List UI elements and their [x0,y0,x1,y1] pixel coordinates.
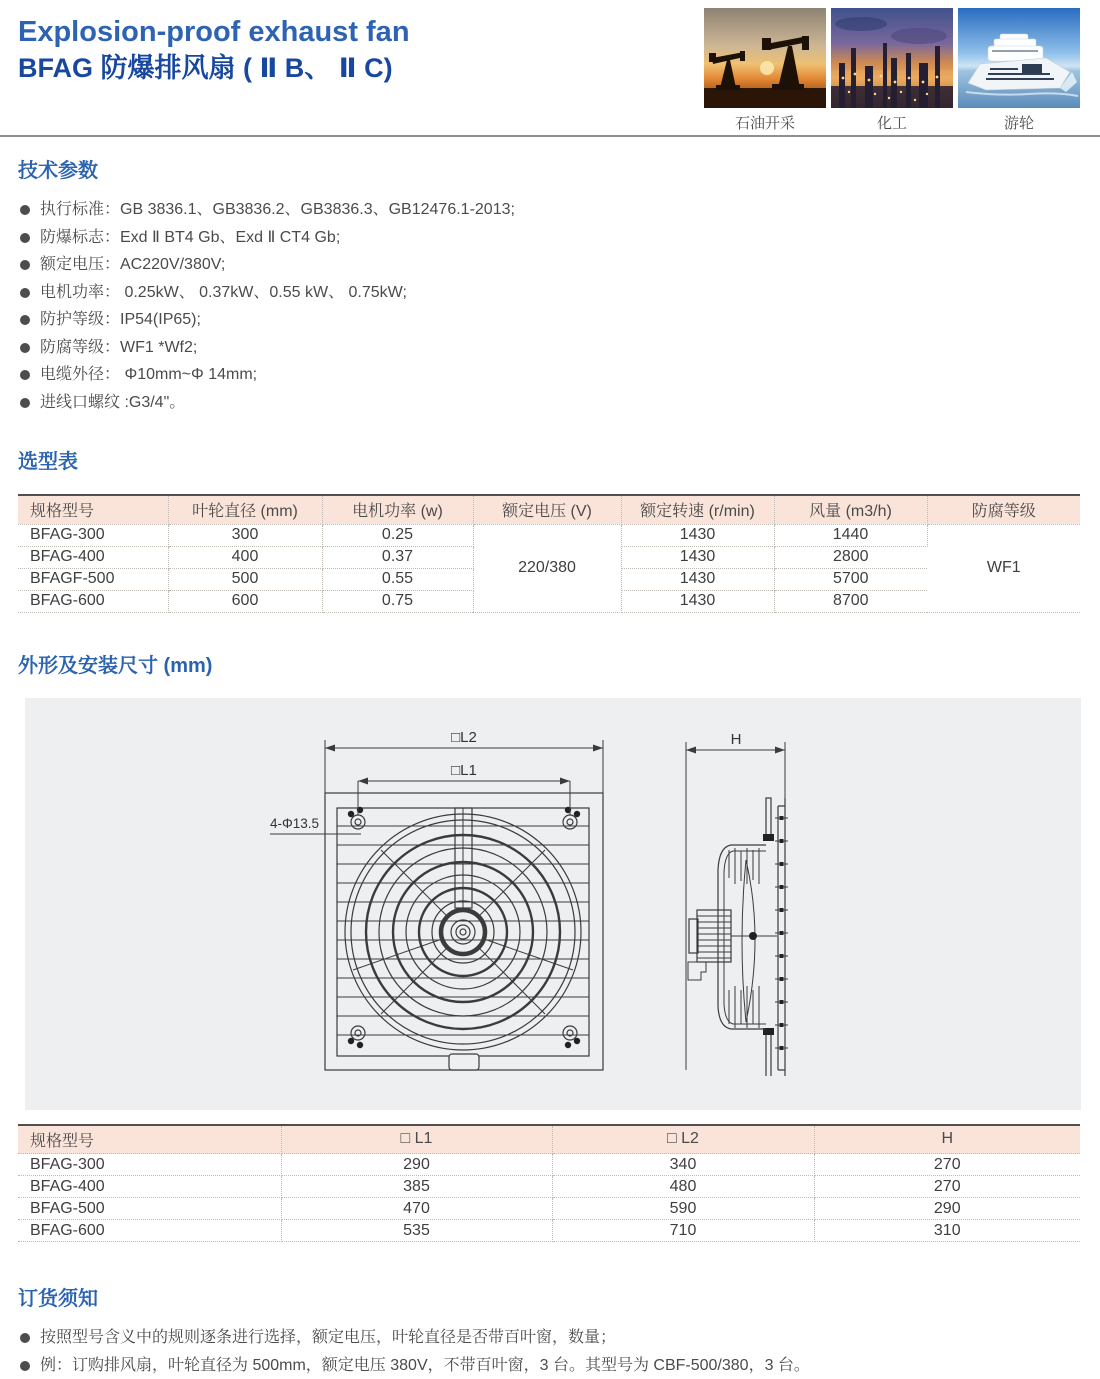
photo-chemical-industry [831,8,953,133]
page-header [0,0,1100,137]
front-view-drawing [270,740,603,1070]
tech-param-item [18,334,1082,362]
model-cell: BFAG-400 [18,1176,281,1198]
column-header: □ L1 [281,1125,552,1154]
dimension-table [18,1124,1080,1243]
l1-cell: 385 [281,1176,552,1198]
selection-table [18,494,1080,613]
model-cell: BFAG-300 [18,1154,281,1176]
bullet-icon [20,315,30,325]
selection-section [0,445,1100,613]
order-note-text: 例：订购排风扇，叶轮直径为 500mm，额定电压 380V，不带百叶窗，3 台。其型号为 CBF-500/380，3 台。 [40,1352,810,1379]
h-cell: 270 [814,1176,1080,1198]
diameter-cell: 500 [168,568,322,590]
column-header: 额定转速 (r/min) [621,495,774,524]
voltage-cell: 220/380 [473,524,621,612]
column-header: 规格型号 [18,495,168,524]
power-cell: 0.37 [322,546,473,568]
tech-param-text: 电机功率： 0.25kW、 0.37kW、0.55 kW、 0.75kW; [40,279,407,307]
column-header: 风量 (m3/h) [774,495,927,524]
airflow-cell: 5700 [774,568,927,590]
tech-param-text: 电缆外径： Φ10mm~Φ 14mm; [40,361,257,389]
tech-param-item [18,306,1082,334]
l2-cell: 480 [552,1176,814,1198]
h-cell: 270 [814,1154,1080,1176]
power-cell: 0.55 [322,568,473,590]
tech-param-item [18,196,1082,224]
airflow-cell: 1440 [774,524,927,546]
table-row [18,1220,1080,1242]
diameter-cell: 400 [168,546,322,568]
dim-label-l2: □L2 [451,729,477,746]
l2-cell: 710 [552,1220,814,1242]
tech-params-list [18,196,1082,416]
diameter-cell: 600 [168,590,322,612]
speed-cell: 1430 [621,568,774,590]
photo-label: 化工 [831,112,953,133]
bullet-icon [20,343,30,353]
table-header-row [18,495,1080,524]
table-row [18,1154,1080,1176]
speed-cell: 1430 [621,590,774,612]
dim-label-holes: 4-Φ13.5 [270,816,319,831]
column-header: □ L2 [552,1125,814,1154]
selection-heading: 选型表 [18,445,1082,474]
speed-cell: 1430 [621,546,774,568]
corrosion-cell: WF1 [927,524,1080,612]
dimension-drawing-panel [25,698,1081,1110]
side-view-drawing [686,742,788,1076]
tech-param-item [18,361,1082,389]
tech-param-text: 额定电压：AC220V/380V; [40,251,225,279]
model-cell: BFAG-400 [18,546,168,568]
tech-param-item [18,251,1082,279]
order-note-item [18,1324,1082,1352]
table-row [18,1176,1080,1198]
bullet-icon [20,205,30,215]
photo-oil-extraction [704,8,826,133]
h-cell: 290 [814,1198,1080,1220]
product-title-zh: BFAG 防爆排风扇 ( Ⅱ B、 Ⅱ C) [18,52,1100,84]
speed-cell: 1430 [621,524,774,546]
tech-param-item [18,389,1082,417]
column-header: 电机功率 (w) [322,495,473,524]
power-cell: 0.75 [322,590,473,612]
tech-param-item [18,279,1082,307]
tech-param-text: 防爆标志：Exd Ⅱ BT4 Gb、Exd Ⅱ CT4 Gb; [40,224,340,252]
column-header: 防腐等级 [927,495,1080,524]
bullet-icon [20,398,30,408]
model-cell: BFAGF-500 [18,568,168,590]
l1-cell: 290 [281,1154,552,1176]
technical-drawing [25,698,1081,1110]
column-header: 规格型号 [18,1125,281,1154]
dimension-table-section [0,1124,1100,1243]
dimensions-heading: 外形及安装尺寸 (mm) [18,649,1082,678]
bullet-icon [20,288,30,298]
bullet-icon [20,233,30,243]
h-cell: 310 [814,1220,1080,1242]
diameter-cell: 300 [168,524,322,546]
dim-label-l1: □L1 [451,762,477,779]
bullet-icon [20,370,30,380]
bullet-icon [20,260,30,270]
tech-param-item [18,224,1082,252]
tech-param-text: 进线口螺纹 :G3/4"。 [40,389,185,417]
order-note-item [18,1352,1082,1379]
application-photos [704,8,1080,133]
tech-param-text: 防腐等级：WF1 *Wf2; [40,334,197,362]
order-note-text: 按照型号含义中的规则逐条进行选择，额定电压，叶轮直径是否带百叶窗，数量； [40,1324,616,1352]
l1-cell: 470 [281,1198,552,1220]
tech-param-text: 执行标准：GB 3836.1、GB3836.2、GB3836.3、GB12476.1-2013; [40,196,515,224]
order-notes-list [18,1324,1082,1379]
model-cell: BFAG-300 [18,524,168,546]
airflow-cell: 8700 [774,590,927,612]
bullet-icon [20,1333,30,1343]
tech-params-section [0,154,1100,416]
oilfield-photo-image [704,8,826,108]
cruise-ship-photo-image [958,8,1080,108]
airflow-cell: 2800 [774,546,927,568]
model-cell: BFAG-500 [18,1198,281,1220]
l1-cell: 535 [281,1220,552,1242]
photo-label: 石油开采 [704,112,826,133]
bullet-icon [20,1361,30,1371]
column-header: 叶轮直径 (mm) [168,495,322,524]
table-header-row [18,1125,1080,1154]
l2-cell: 340 [552,1154,814,1176]
order-notes-heading: 订货须知 [18,1282,1082,1311]
photo-label: 游轮 [958,112,1080,133]
power-cell: 0.25 [322,524,473,546]
product-title-en: Explosion-proof exhaust fan [18,16,1100,49]
order-notes-section [0,1282,1100,1379]
dimensions-section [0,649,1100,678]
table-row [18,524,1080,546]
photo-cruise-ship [958,8,1080,133]
model-cell: BFAG-600 [18,1220,281,1242]
column-header: H [814,1125,1080,1154]
model-cell: BFAG-600 [18,590,168,612]
dim-label-h: H [731,731,742,748]
column-header: 额定电压 (V) [473,495,621,524]
table-row [18,1198,1080,1220]
tech-params-heading: 技术参数 [18,154,1082,183]
l2-cell: 590 [552,1198,814,1220]
chemical-plant-photo-image [831,8,953,108]
tech-param-text: 防护等级：IP54(IP65); [40,306,201,334]
